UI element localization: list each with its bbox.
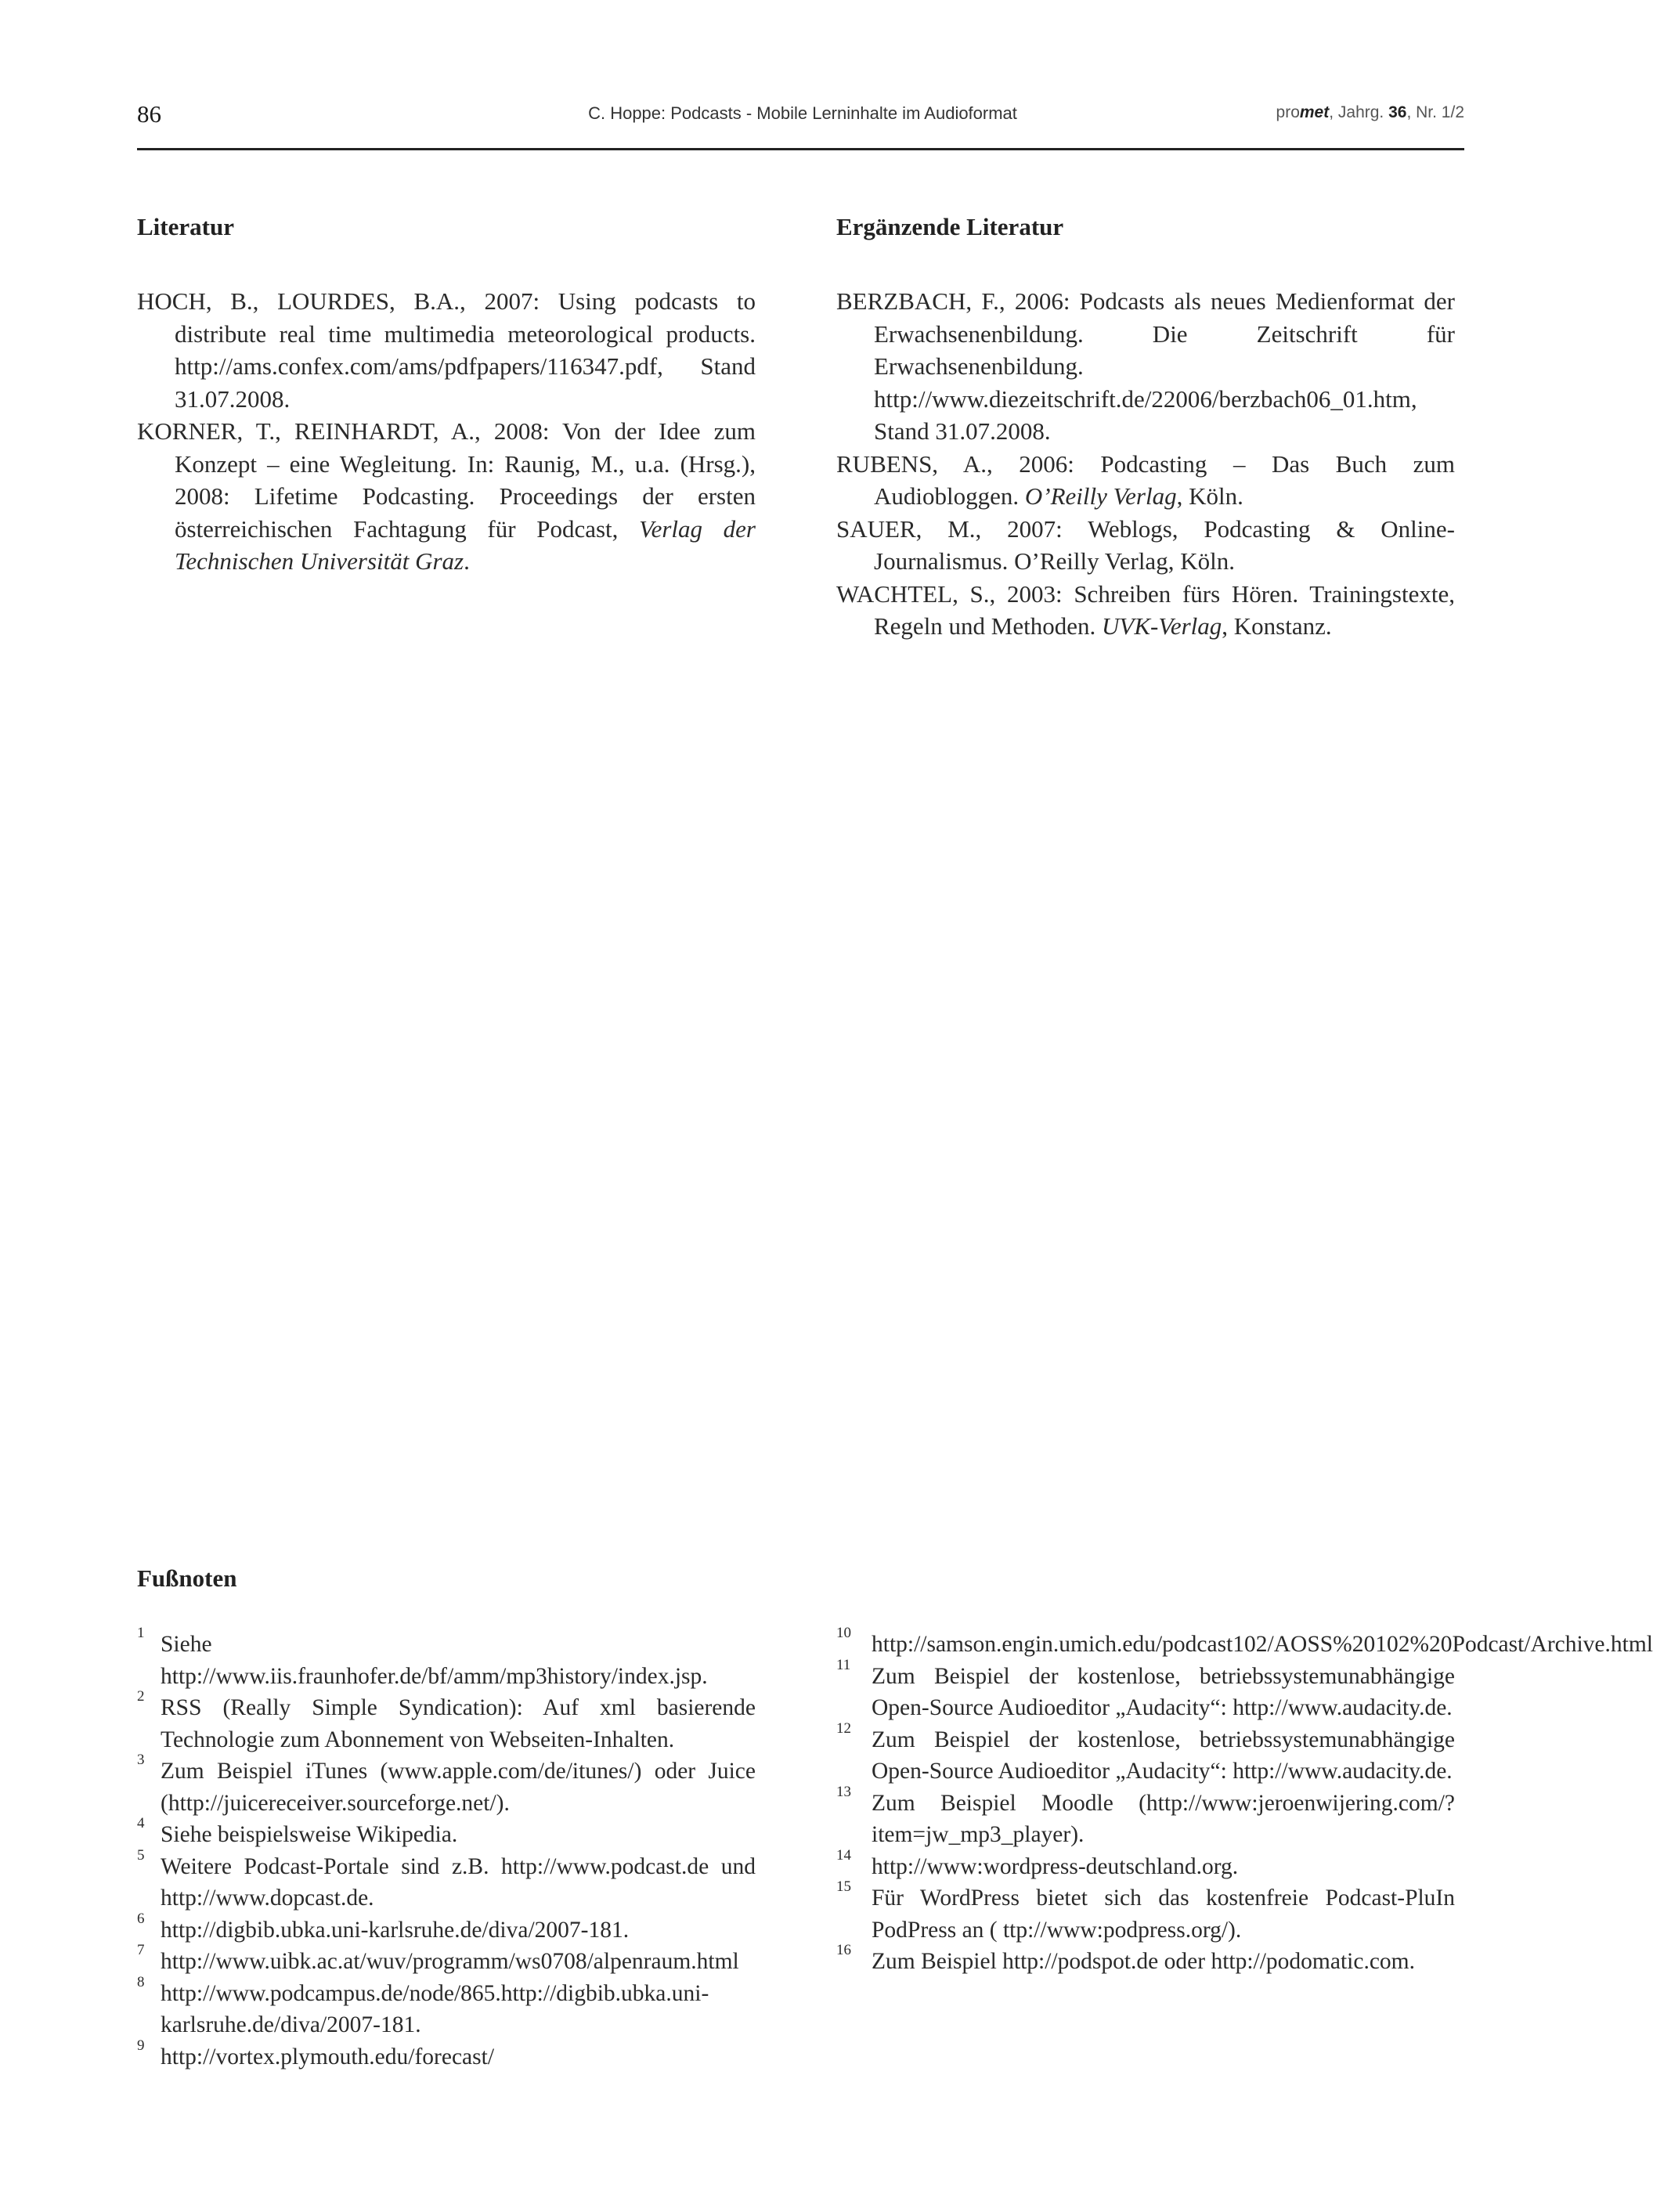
footnote-item: 9 http://vortex.plymouth.edu/forecast/ (137, 2037, 495, 2069)
literatur-section (137, 213, 756, 578)
footnote-number: 9 (137, 2037, 145, 2054)
footnote-item: 14 http://www:wordpress-deutschland.org. (836, 1846, 1239, 1879)
footnote-item: 6 http://digbib.ubka.uni-karlsruhe.de/diva/2007-181. (137, 1910, 630, 1943)
journal-mid: , Jahrg. (1329, 103, 1389, 121)
footnotes-right-column (836, 1625, 1653, 1978)
footnote-number: 7 (137, 1942, 145, 1958)
footnote-item: 8 http://www.podcampus.de/node/865.http://digbib.ubka.uni-karlsruhe.de/diva/2007-181. (137, 1973, 709, 2037)
footnotes-left-column (137, 1625, 756, 2073)
footnote-number: 10 (836, 1625, 851, 1641)
footnote-number: 16 (836, 1942, 851, 1958)
reference-item: HOCH, B., LOURDES, B.A., 2007: Using podcasts to distribute real time multimedia meteorological products. http://ams.confex.com/ams/pdfpapers/116347.pdf, Stand 31.07.2008. (137, 287, 756, 413)
footnote-number: 14 (836, 1846, 851, 1864)
journal-emph: met (1299, 103, 1330, 121)
journal-volume: 36 (1388, 103, 1407, 121)
journal-citation (1276, 103, 1464, 122)
reference-item: SAUER, M., 2007: Weblogs, Podcasting & Online-Journalismus. O’Reilly Verlag, Köln. (836, 514, 1455, 575)
footnote-item: 11 Zum Beispiel der kostenlose, betriebssystemunabhängige Open-Source Audioeditor „Audacity“: http://www.audacity.de. (836, 1656, 1455, 1720)
footnote-item: 16 Zum Beispiel http://podspot.de oder http://podomatic.com. (836, 1942, 1415, 1974)
footnote-number: 8 (137, 1973, 145, 1990)
footnote-number: 11 (836, 1656, 851, 1673)
footnote-item: 7 http://www.uibk.ac.at/wuv/programm/ws0708/alpenraum.html (137, 1942, 739, 1974)
reference-item: RUBENS, A., 2006: Podcasting – Das Buch zum Audiobloggen. O’Reilly Verlag, Köln. (836, 449, 1455, 510)
fussnoten-heading: Fußnoten (137, 1564, 237, 1592)
footnote-item: 10 http://samson.engin.umich.edu/podcast102/AOSS%20102%20Podcast/Archive.html (836, 1625, 1653, 1657)
footnote-number: 3 (137, 1752, 145, 1768)
footnote-item: 5 Weitere Podcast-Portale sind z.B. http://www.podcast.de und http://www.dopcast.de. (137, 1846, 756, 1911)
footnote-item: 1 Siehe http://www.iis.fraunhofer.de/bf/amm/mp3history/index.jsp. (137, 1625, 708, 1689)
footnote-item: 4 Siehe beispielsweise Wikipedia. (137, 1815, 458, 1847)
literatur-heading: Literatur (137, 213, 234, 240)
reference-item: BERZBACH, F., 2006: Podcasts als neues Medienformat der Erwachsenenbildung. Die Zeitschrift für Erwachsenenbildung. http://www.diezeitschrift.de/22006/berzbach06_01.htm, Stand 31.07.2008. (836, 287, 1455, 445)
journal-issue: , Nr. 1/2 (1406, 103, 1464, 121)
journal-prefix: pro (1276, 103, 1300, 121)
footnote-item: 2 RSS (Really Simple Syndication): Auf xml basierende Technologie zum Abonnement von Webseiten-Inhalten. (137, 1688, 756, 1752)
fussnoten-section (137, 1564, 756, 1593)
page-number: 86 (137, 100, 161, 128)
footnote-item: 15 Für WordPress bietet sich das kostenfreie Podcast-PluIn PodPress an ( ttp://www:podpress.org/). (836, 1878, 1455, 1943)
ergaenzende-literatur-section (836, 213, 1455, 643)
reference-item: KORNER, T., REINHARDT, A., 2008: Von der Idee zum Konzept – eine Wegleitung. In: Raunig, M., u.a. (Hrsg.), 2008: Lifetime Podcasting. Proceedings der ersten österreichischen Fachtagung für Podcast, Verlag der Technischen Universität Graz. (137, 417, 756, 575)
reference-item: WACHTEL, S., 2003: Schreiben fürs Hören. Trainingstexte, Regeln und Methoden. UVK-Verlag, Konstanz. (836, 579, 1455, 640)
footnote-number: 4 (137, 1815, 145, 1831)
running-title: C. Hoppe: Podcasts - Mobile Lerninhalte im Audioformat (588, 103, 1017, 123)
footnote-item: 3 Zum Beispiel iTunes (www.apple.com/de/itunes/) oder Juice (http://juicereceiver.sourceforge.net/). (137, 1752, 756, 1816)
footnote-number: 15 (836, 1878, 851, 1895)
footnote-item: 12 Zum Beispiel der kostenlose, betriebssystemunabhängige Open-Source Audioeditor „Audacity“: http://www.audacity.de. (836, 1719, 1455, 1784)
ergaenzende-literatur-heading: Ergänzende Literatur (836, 213, 1064, 240)
footnote-number: 12 (836, 1719, 851, 1737)
footnote-number: 1 (137, 1625, 145, 1641)
footnote-number: 5 (137, 1846, 145, 1864)
footnote-number: 13 (836, 1783, 851, 1800)
footnote-number: 6 (137, 1910, 145, 1927)
page-header (137, 100, 1468, 132)
footnote-number: 2 (137, 1688, 145, 1705)
header-rule (137, 148, 1464, 150)
footnote-item: 13 Zum Beispiel Moodle (http://www:jeroenwijering.com/?item=jw_mp3_player). (836, 1783, 1455, 1847)
